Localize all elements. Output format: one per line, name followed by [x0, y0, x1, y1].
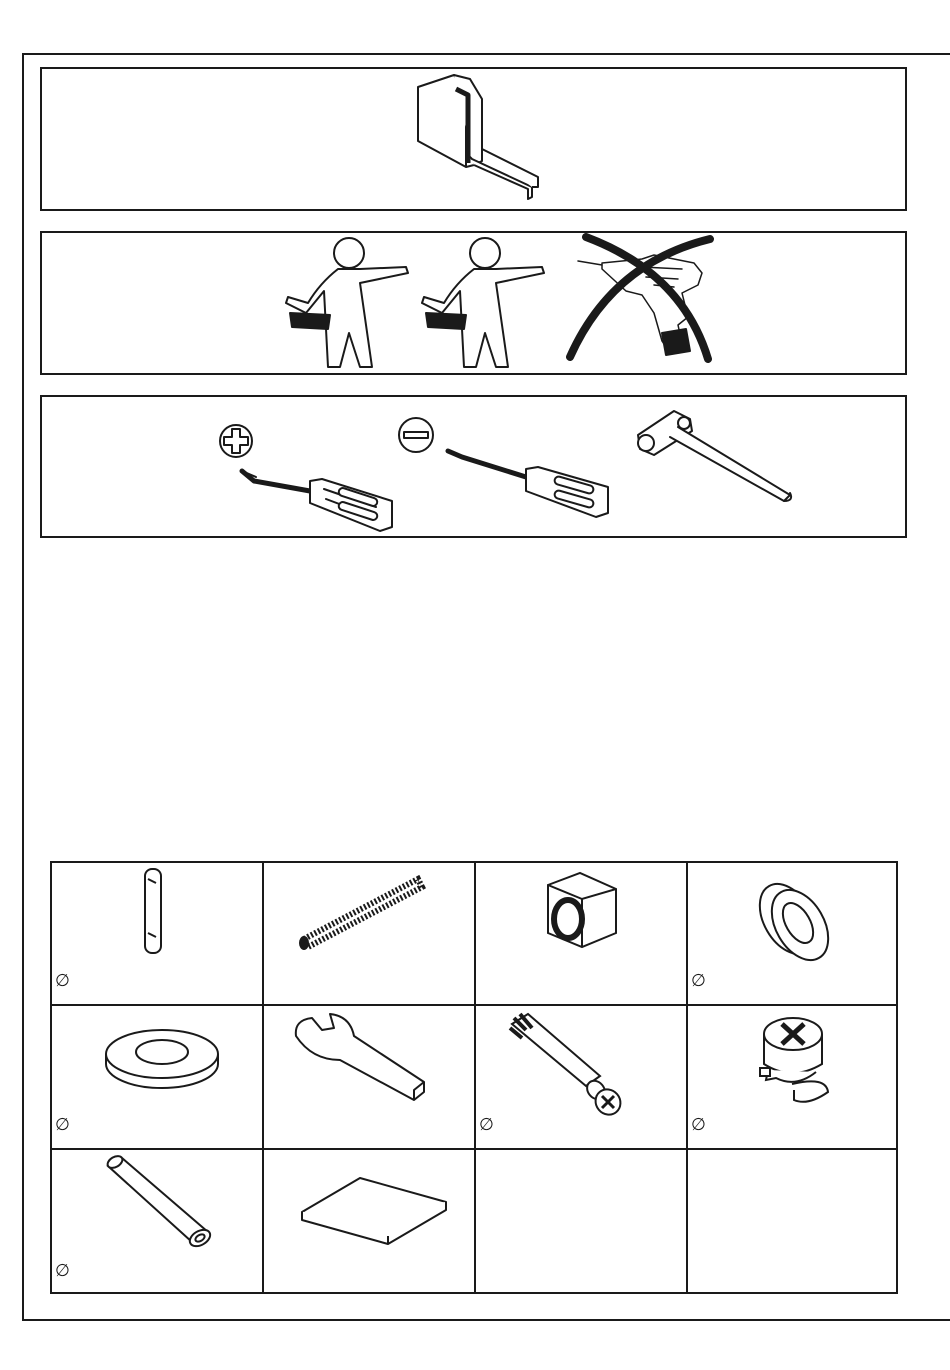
phillips-screwdriver-icon: [242, 471, 392, 531]
diameter-symbol: ∅: [479, 1115, 494, 1135]
part-flat-washer: [52, 1006, 262, 1148]
part-spring-washer: [688, 863, 898, 1004]
threaded-rod-icon: [264, 863, 474, 1004]
part-open-wrench: [264, 1006, 474, 1148]
two-person-assembly-icon: [286, 238, 408, 367]
part-hex-nut: [476, 863, 686, 1004]
spring-washer-icon: [688, 863, 898, 1004]
open-wrench-icon: [264, 1006, 474, 1148]
diameter-symbol: ∅: [55, 971, 70, 991]
part-cam-lock: [688, 1006, 898, 1148]
diameter-symbol: ∅: [691, 1115, 706, 1135]
part-empty-slot: [476, 1150, 686, 1294]
flat-washer-icon: [52, 1006, 262, 1148]
no-power-drill-icon: [570, 237, 710, 359]
part-cam-bolt: [476, 1006, 686, 1148]
part-threaded-rod: [264, 863, 474, 1004]
hammer-icon: [638, 411, 791, 501]
diameter-symbol: ∅: [691, 971, 706, 991]
two-person-assembly-icon: [422, 238, 544, 367]
wooden-dowel-icon: [52, 1150, 262, 1294]
tape-measure-icon: [42, 69, 909, 213]
felt-pad-icon: [264, 1150, 474, 1294]
flathead-screwdriver-icon: [448, 451, 608, 517]
hex-nut-icon: [476, 863, 686, 1004]
diameter-symbol: ∅: [55, 1261, 70, 1281]
diameter-symbol: ∅: [55, 1115, 70, 1135]
hardware-grid: [50, 861, 898, 1294]
tools-panel: [40, 395, 907, 538]
part-wooden-dowel: [52, 1150, 262, 1294]
cam-lock-icon: [688, 1006, 898, 1148]
phillips-symbol-icon: [220, 425, 252, 457]
cam-bolt-icon: [476, 1006, 686, 1148]
part-empty-slot: [688, 1150, 898, 1294]
part-slotted-pin: [52, 863, 262, 1004]
part-felt-pad: [264, 1150, 474, 1294]
assembly-panel: [40, 231, 907, 375]
measure-panel: [40, 67, 907, 211]
flathead-symbol-icon: [399, 418, 433, 452]
slotted-pin-icon: [52, 863, 262, 1004]
